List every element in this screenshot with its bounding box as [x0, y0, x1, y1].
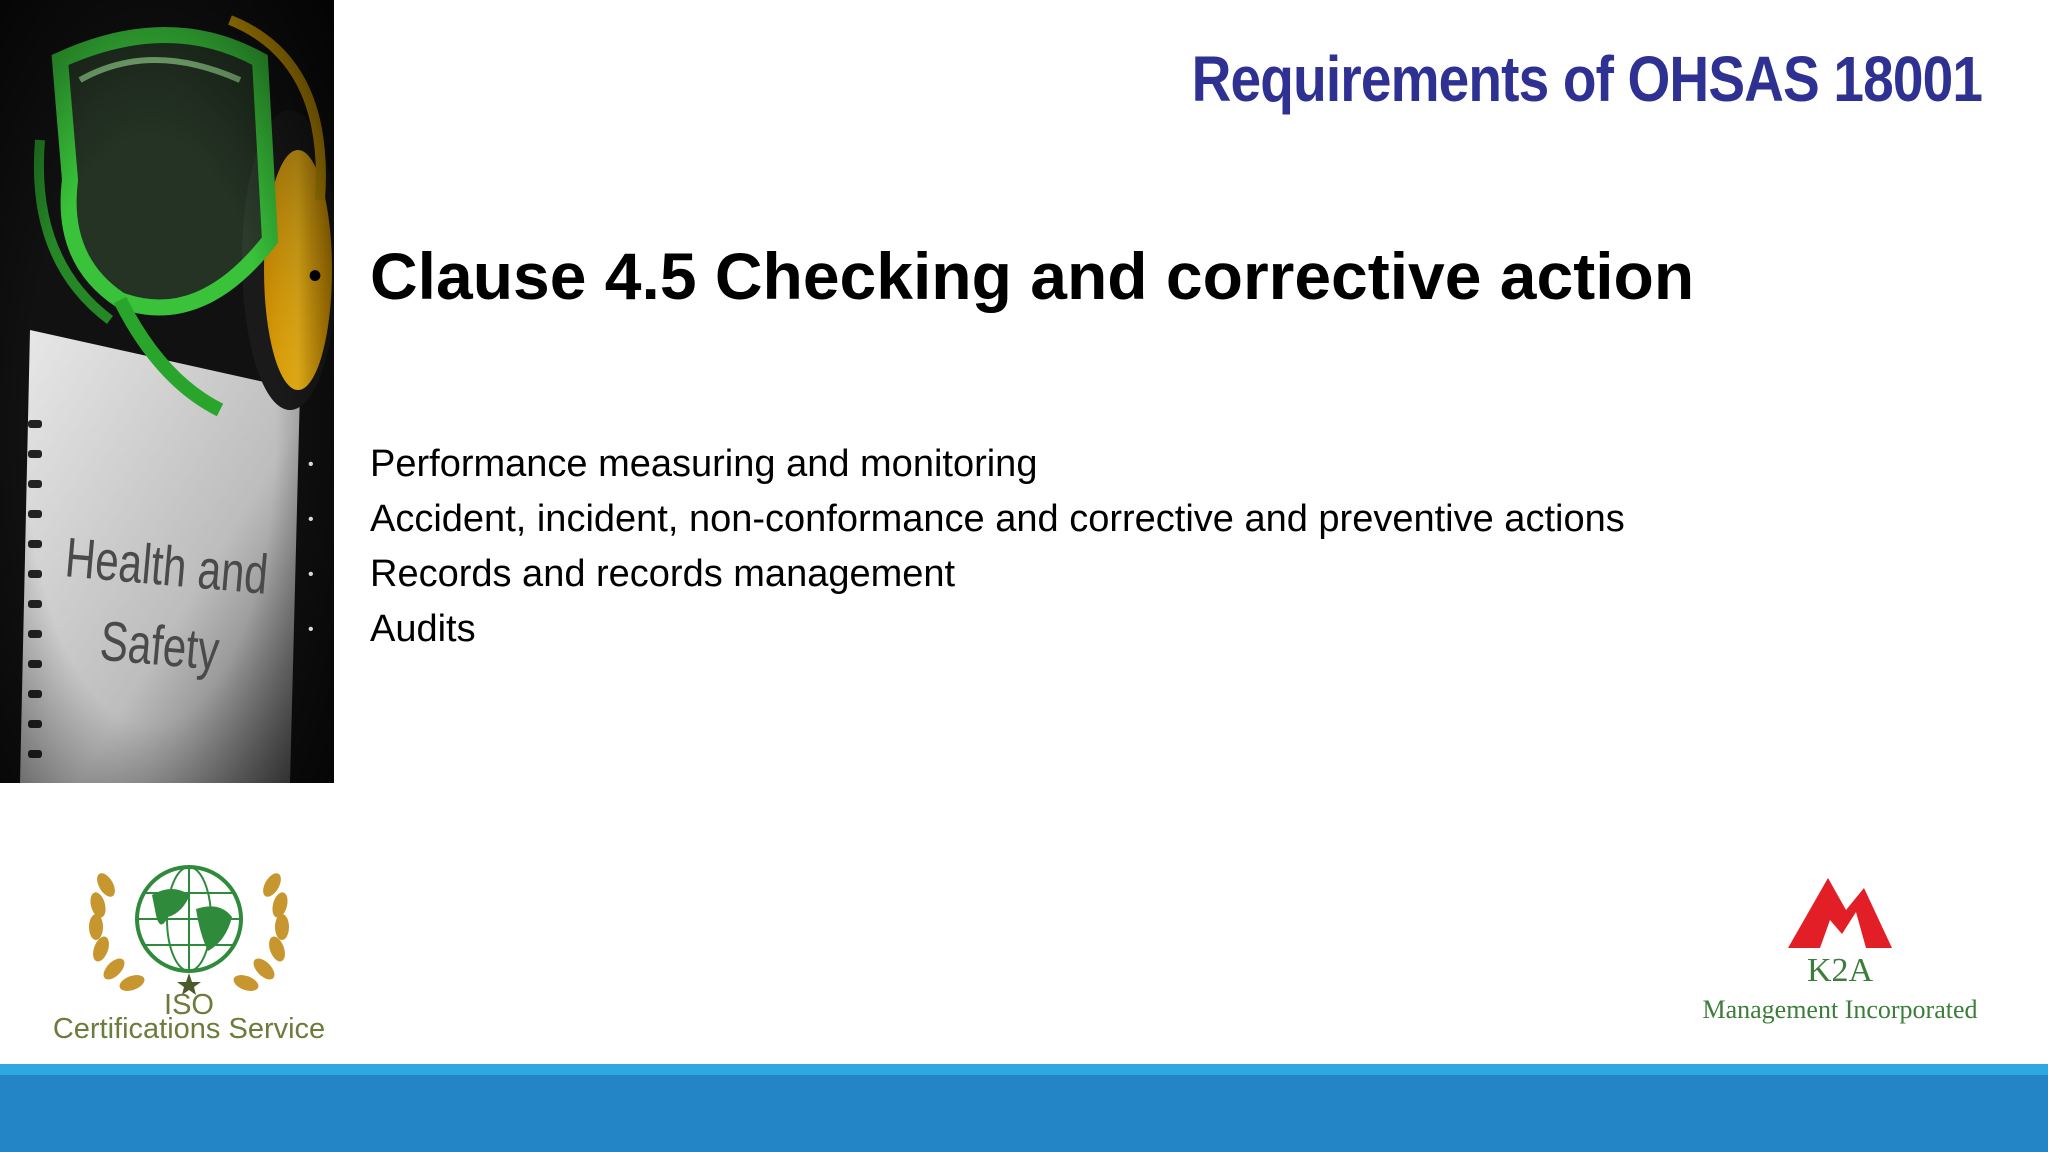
- list-item-label: Accident, incident, non-conformance and corrective and preventive actions: [370, 498, 1625, 540]
- iso-logo-line1: ISO: [164, 989, 214, 1021]
- k2a-logo: [1680, 870, 2000, 1030]
- list-item-label: Performance measuring and monitoring: [370, 443, 1038, 485]
- iso-logo-line2: Certifications Service: [52, 1013, 326, 1045]
- bullet-icon: •: [308, 455, 314, 473]
- bullet-icon: •: [308, 510, 314, 528]
- k2a-logo-name: K2A: [1806, 952, 1874, 989]
- bullet-icon: •: [308, 565, 314, 583]
- list-item: [308, 437, 1625, 492]
- clause-heading-row: [308, 240, 1694, 313]
- clause-heading: Clause 4.5 Checking and corrective action: [370, 239, 1695, 313]
- list-item-label: Audits: [370, 608, 476, 650]
- list-item-label: Records and records management: [370, 553, 956, 595]
- slide-title: Requirements of OHSAS 18001: [1191, 43, 1982, 115]
- photo-caption-line1: Health and: [62, 526, 271, 607]
- health-safety-photo: [0, 0, 334, 783]
- globe-laurel-icon: [44, 855, 334, 995]
- clause-items-list: [308, 437, 1625, 657]
- footer-bar: [0, 1075, 2048, 1152]
- health-safety-illustration: [0, 0, 334, 783]
- list-item: [308, 547, 1625, 602]
- bullet-icon: •: [308, 620, 314, 638]
- list-item: [308, 492, 1625, 547]
- bullet-icon: •: [308, 254, 323, 299]
- list-item: [308, 602, 1625, 657]
- photo-caption-line2: Safety: [97, 609, 222, 683]
- footer-accent-bar: [0, 1064, 2048, 1075]
- iso-certifications-logo: [44, 855, 334, 1045]
- k2a-mountain-icon: [1680, 870, 2000, 950]
- k2a-logo-subtitle: Management Incorporated: [1702, 995, 1978, 1024]
